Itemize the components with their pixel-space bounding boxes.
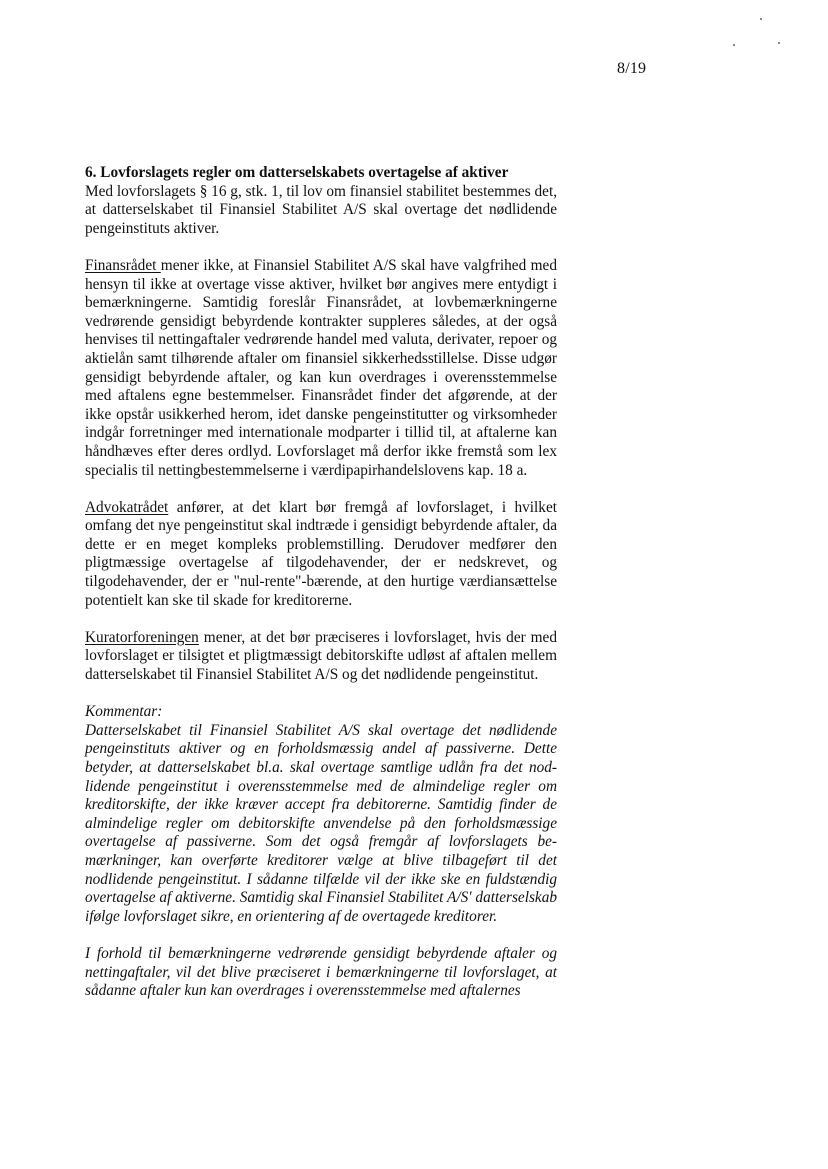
section-heading: 6. Lovforslagets regler om datterselskabets overtagelse af aktiver [85,164,509,181]
org-name-finansraadet: Finansrådet [85,256,161,274]
comment-label: Kommentar: [85,703,163,721]
org-name-advokatraadet: Advokatrådet [85,498,169,516]
document-body [85,164,557,1001]
statement-advokatraadet [85,499,557,611]
statement-text: mener, at det bør præciseres i lovforslaget, hvis der med lovforslaget er tilsigtet et pligtmæssigt debitorskifte udløst af aftalen mellem datterselskabet til Finansiel Stabilitet A/S og det nødlidende pengeinstitut. [85,628,557,684]
scan-speck [778,42,780,44]
scan-speck [733,44,735,46]
org-name-kuratorforeningen: Kuratorforeningen [85,628,199,646]
statement-finansraadet [85,257,557,480]
page-number: 8/19 [617,60,647,77]
comment-paragraph: I forhold til bemærkningerne vedrørende gensidigt bebyrdende aftaler og nettingaftaler, vil det blive præciseret i bemærkningerne til lovforslaget, at sådanne aftaler kun kan overdrages i overensstemmelse med aftalernes [85,944,557,1000]
scan-speck [760,18,762,20]
statement-kuratorforeningen [85,629,557,685]
statement-text: mener ikke, at Finansiel Stabilitet A/S skal have valgfrihed med hensyn til ikke at overtage visse aktiver, hvilket bør angives mere entydigt i bemærkningerne. Samtidig foreslår Finansrådet, at lovbemærkningerne vedrørende gensidigt bebyrdende kontrakter suppleres således, at der også henvises til nettingaftaler vedrørende handel med valuta, derivater, repoer og aktielån samt tilhørende aftaler om finansiel sikkerhedsstillelse. Disse udgør gensidigt bebyrdende aftaler, og kan kun overdrages i overensstemmelse med aftalens egne bestemmelser. Finansrådet finder det afgørende, at der ikke opstår usikkerhed herom, idet danske pengeinstitutter og virksomheder indgår forretninger med internationale modparter i tillid til, at aftalerne kan håndhæves efter deres ordlyd. Lovforslaget må derfor ikke fremstå som lex specialis til nettingbestemmelserne i værdipapirhandelslovens kap. 18 a. [85,256,557,479]
comment-paragraph: Datterselskabet til Finansiel Stabilitet A/S skal overtage det nødlidende pengeinstituts aktiver og en forholdsmæssig andel af passiverne. Dette betyder, at datterselskabet bl.a. skal overtage samtlige udlån fra det nodlidende pengeinstitut i overensstemmelse med de almindelige regler om kreditorskifte, der ikke kræver accept fra debitorerne. Samtidig finder de almindelige regler om debitorskifte anvendelse på den forholdsmæssige overtagelse af passiverne. Som det også fremgår af lovforslagets bemærkninger, kan overførte kreditorer vælge at blive tilbageført til det nodlidende pengeinstitut. I sådanne tilfælde vil der ikke ske en fuldstændig overtagelse af aktiverne. Samtidig skal Finansiel Stabilitet A/S' datterselskab ifølge lovforslaget sikre, en orientering af de overtagede kreditorer. [85,721,557,925]
section-intro: Med lovforslagets § 16 g, stk. 1, til lov om finansiel stabilitet bestemmes det, at datterselskabet til Finansiel Stabilitet A/S skal overtage det nødlidende pengeinstituts aktiver. [85,182,558,237]
statement-text: anfører, at det klart bør fremgå af lovforslaget, i hvilket omfang det nye pengeinstitut skal indtræde i gensidigt bebyrdende aftaler, da dette er en meget kompleks problemstilling. Derudover medfører den pligtmæssige overtagelse af tilgodehavender, der er nedskrevet, og tilgodehavender, der er "nul-rente"-bærende, at den hurtige værdiansættelse potentielt kan ske til skade for kreditorerne. [85,498,557,609]
